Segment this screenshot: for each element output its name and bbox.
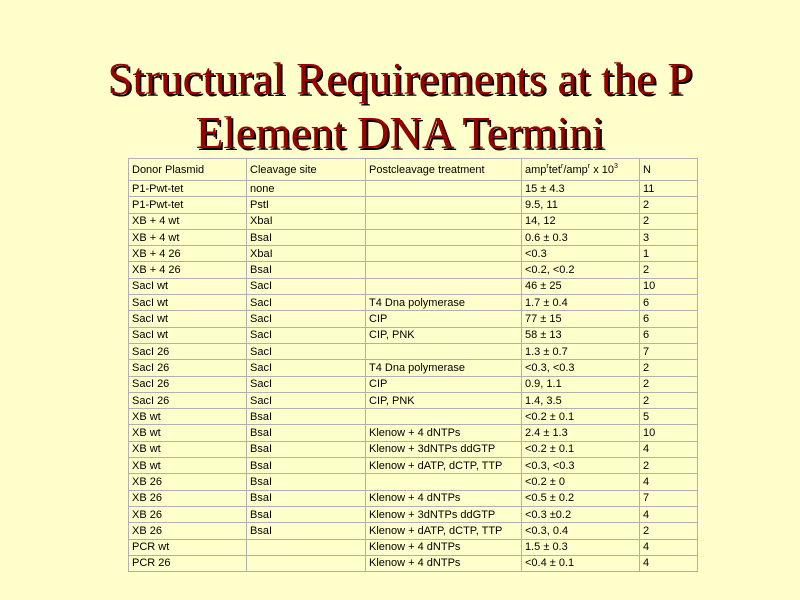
cell-n: 7: [640, 490, 698, 506]
cell-postcleavage-treatment: CIP, PNK: [366, 392, 522, 408]
header-row: [129, 159, 698, 181]
cell-ratio: <0.5 ± 0.2: [522, 490, 640, 506]
cell-ratio: 1.7 ± 0.4: [522, 295, 640, 311]
cell-postcleavage-treatment: [366, 213, 522, 229]
cell-ratio: <0.4 ± 0.1: [522, 555, 640, 571]
table-row: [129, 376, 698, 392]
cell-donor-plasmid: SacI 26: [129, 360, 247, 376]
cell-n: 4: [640, 441, 698, 457]
table-row: [129, 392, 698, 408]
cell-ratio: <0.3, 0.4: [522, 523, 640, 539]
table-row: [129, 181, 698, 197]
table-row: [129, 262, 698, 278]
table-row: [129, 539, 698, 555]
cell-n: 5: [640, 409, 698, 425]
title-line-2: Element DNA Termini: [195, 108, 605, 158]
cell-n: 4: [640, 474, 698, 490]
cell-postcleavage-treatment: [366, 229, 522, 245]
cell-cleavage-site: XbaI: [247, 213, 366, 229]
cell-ratio: <0.2, <0.2: [522, 262, 640, 278]
table-row: [129, 213, 698, 229]
cell-cleavage-site: SacI: [247, 376, 366, 392]
cell-n: 2: [640, 262, 698, 278]
cell-cleavage-site: [247, 555, 366, 571]
cell-n: 7: [640, 343, 698, 359]
ratio-text-c: /amp: [563, 163, 588, 176]
cell-donor-plasmid: SacI wt: [129, 311, 247, 327]
cell-ratio: <0.3: [522, 246, 640, 262]
cell-donor-plasmid: SacI wt: [129, 295, 247, 311]
cell-postcleavage-treatment: [366, 278, 522, 294]
header-cleavage-site: Cleavage site: [247, 159, 366, 181]
cell-postcleavage-treatment: Klenow + 3dNTPs ddGTP: [366, 506, 522, 522]
ratio-text-b: tet: [548, 163, 561, 176]
cell-donor-plasmid: XB + 4 26: [129, 246, 247, 262]
cell-n: 2: [640, 213, 698, 229]
cell-donor-plasmid: XB 26: [129, 523, 247, 539]
table-row: [129, 523, 698, 539]
cell-donor-plasmid: PCR 26: [129, 555, 247, 571]
cell-ratio: <0.3, <0.3: [522, 360, 640, 376]
cell-n: 2: [640, 376, 698, 392]
cell-cleavage-site: SacI: [247, 343, 366, 359]
cell-n: 2: [640, 197, 698, 213]
cell-donor-plasmid: SacI 26: [129, 392, 247, 408]
table-row: [129, 278, 698, 294]
cell-postcleavage-treatment: [366, 409, 522, 425]
cell-cleavage-site: SacI: [247, 311, 366, 327]
table-row: [129, 311, 698, 327]
cell-n: 6: [640, 311, 698, 327]
cell-ratio: <0.2 ± 0.1: [522, 441, 640, 457]
table-row: [129, 555, 698, 571]
cell-donor-plasmid: SacI 26: [129, 343, 247, 359]
cell-ratio: 2.4 ± 1.3: [522, 425, 640, 441]
table-row: [129, 458, 698, 474]
cell-n: 11: [640, 181, 698, 197]
header-donor-plasmid: Donor Plasmid: [129, 159, 247, 181]
cell-ratio: <0.3, <0.3: [522, 458, 640, 474]
slide-title: [0, 52, 800, 160]
table-row: [129, 474, 698, 490]
cell-donor-plasmid: XB 26: [129, 506, 247, 522]
table-row: [129, 197, 698, 213]
cell-cleavage-site: BsaI: [247, 409, 366, 425]
cell-ratio: 14, 12: [522, 213, 640, 229]
cell-cleavage-site: none: [247, 181, 366, 197]
cell-postcleavage-treatment: [366, 343, 522, 359]
cell-postcleavage-treatment: T4 Dna polymerase: [366, 360, 522, 376]
cell-ratio: 58 ± 13: [522, 327, 640, 343]
cell-postcleavage-treatment: [366, 181, 522, 197]
cell-postcleavage-treatment: T4 Dna polymerase: [366, 295, 522, 311]
cell-cleavage-site: [247, 539, 366, 555]
cell-n: 2: [640, 392, 698, 408]
cell-donor-plasmid: XB wt: [129, 409, 247, 425]
cell-ratio: <0.3 ±0.2: [522, 506, 640, 522]
cell-cleavage-site: BsaI: [247, 506, 366, 522]
ratio-sup-4: 3: [614, 162, 618, 170]
cell-postcleavage-treatment: [366, 197, 522, 213]
table-row: [129, 490, 698, 506]
cell-ratio: <0.2 ± 0: [522, 474, 640, 490]
header-postcleavage-treatment: Postcleavage treatment: [366, 159, 522, 181]
table-row: [129, 425, 698, 441]
cell-donor-plasmid: XB 26: [129, 474, 247, 490]
cell-ratio: <0.2 ± 0.1: [522, 409, 640, 425]
header-ratio: [522, 159, 640, 181]
cell-ratio: 1.5 ± 0.3: [522, 539, 640, 555]
cell-postcleavage-treatment: Klenow + 4 dNTPs: [366, 555, 522, 571]
table-row: [129, 229, 698, 245]
ratio-sup-3: r: [587, 162, 591, 170]
cell-donor-plasmid: XB wt: [129, 441, 247, 457]
cell-n: 6: [640, 327, 698, 343]
table-row: [129, 327, 698, 343]
cell-donor-plasmid: XB + 4 26: [129, 262, 247, 278]
cell-cleavage-site: PstI: [247, 197, 366, 213]
cell-postcleavage-treatment: CIP: [366, 376, 522, 392]
cell-n: 2: [640, 523, 698, 539]
cell-cleavage-site: SacI: [247, 360, 366, 376]
table-row: [129, 506, 698, 522]
cell-cleavage-site: BsaI: [247, 229, 366, 245]
cell-cleavage-site: XbaI: [247, 246, 366, 262]
cell-cleavage-site: SacI: [247, 278, 366, 294]
cell-cleavage-site: BsaI: [247, 425, 366, 441]
cell-cleavage-site: SacI: [247, 295, 366, 311]
cell-donor-plasmid: XB + 4 wt: [129, 229, 247, 245]
cell-n: 4: [640, 506, 698, 522]
cell-donor-plasmid: XB 26: [129, 490, 247, 506]
table-row: [129, 360, 698, 376]
cell-postcleavage-treatment: [366, 246, 522, 262]
cell-cleavage-site: BsaI: [247, 474, 366, 490]
cell-ratio: 15 ± 4.3: [522, 181, 640, 197]
ratio-sup-1: r: [546, 162, 549, 170]
table-row: [129, 441, 698, 457]
ratio-text-a: amp: [525, 163, 547, 176]
table-body: [129, 181, 698, 572]
cell-ratio: 1.4, 3.5: [522, 392, 640, 408]
cell-donor-plasmid: PCR wt: [129, 539, 247, 555]
cell-donor-plasmid: XB + 4 wt: [129, 213, 247, 229]
cell-n: 2: [640, 458, 698, 474]
cell-ratio: 1.3 ± 0.7: [522, 343, 640, 359]
ratio-sup-2: r: [560, 162, 564, 170]
cell-n: 3: [640, 229, 698, 245]
data-table-container: [128, 158, 698, 572]
cell-donor-plasmid: XB wt: [129, 458, 247, 474]
cell-n: 2: [640, 360, 698, 376]
cell-n: 4: [640, 555, 698, 571]
cell-n: 10: [640, 278, 698, 294]
cell-postcleavage-treatment: Klenow + 4 dNTPs: [366, 425, 522, 441]
cell-cleavage-site: BsaI: [247, 458, 366, 474]
data-table: [128, 158, 698, 572]
cell-postcleavage-treatment: Klenow + 4 dNTPs: [366, 490, 522, 506]
cell-postcleavage-treatment: Klenow + 3dNTPs ddGTP: [366, 441, 522, 457]
cell-ratio: 46 ± 25: [522, 278, 640, 294]
table-row: [129, 295, 698, 311]
cell-cleavage-site: BsaI: [247, 441, 366, 457]
cell-donor-plasmid: SacI wt: [129, 278, 247, 294]
cell-ratio: 0.9, 1.1: [522, 376, 640, 392]
cell-n: 1: [640, 246, 698, 262]
cell-cleavage-site: SacI: [247, 327, 366, 343]
cell-n: 6: [640, 295, 698, 311]
cell-donor-plasmid: SacI 26: [129, 376, 247, 392]
cell-n: 10: [640, 425, 698, 441]
table-row: [129, 409, 698, 425]
cell-postcleavage-treatment: CIP, PNK: [366, 327, 522, 343]
cell-postcleavage-treatment: Klenow + dATP, dCTP, TTP: [366, 523, 522, 539]
cell-postcleavage-treatment: CIP: [366, 311, 522, 327]
cell-cleavage-site: BsaI: [247, 523, 366, 539]
cell-ratio: 77 ± 15: [522, 311, 640, 327]
cell-ratio: 9.5, 11: [522, 197, 640, 213]
cell-postcleavage-treatment: [366, 262, 522, 278]
table-row: [129, 343, 698, 359]
cell-donor-plasmid: SacI wt: [129, 327, 247, 343]
cell-cleavage-site: BsaI: [247, 262, 366, 278]
cell-n: 4: [640, 539, 698, 555]
table-row: [129, 246, 698, 262]
header-n: N: [640, 159, 698, 181]
cell-donor-plasmid: P1-Pwt-tet: [129, 197, 247, 213]
cell-postcleavage-treatment: [366, 474, 522, 490]
cell-postcleavage-treatment: Klenow + 4 dNTPs: [366, 539, 522, 555]
cell-postcleavage-treatment: Klenow + dATP, dCTP, TTP: [366, 458, 522, 474]
ratio-text-d: x 10: [590, 163, 614, 176]
cell-donor-plasmid: XB wt: [129, 425, 247, 441]
cell-cleavage-site: SacI: [247, 392, 366, 408]
cell-donor-plasmid: P1-Pwt-tet: [129, 181, 247, 197]
cell-cleavage-site: BsaI: [247, 490, 366, 506]
cell-ratio: 0.6 ± 0.3: [522, 229, 640, 245]
title-line-1: Structural Requirements at the P: [107, 54, 693, 104]
